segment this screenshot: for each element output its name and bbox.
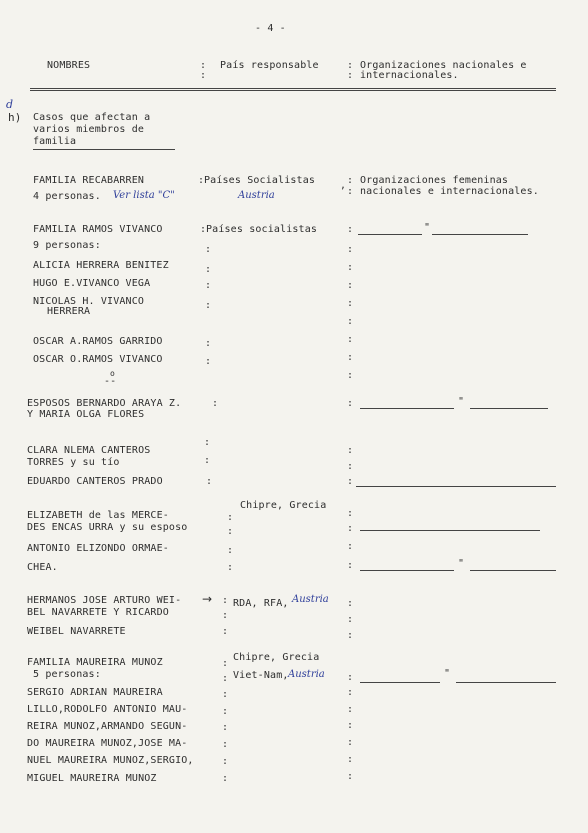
column-separator: : bbox=[347, 737, 354, 748]
blank-line bbox=[356, 486, 556, 487]
section-title-line3: familia bbox=[33, 136, 77, 147]
header-rule bbox=[30, 88, 556, 89]
column-separator: : bbox=[222, 706, 229, 717]
column-separator: : bbox=[200, 70, 207, 81]
ditto-mark: " bbox=[458, 558, 465, 569]
column-separator: : bbox=[222, 756, 229, 767]
mark: -- bbox=[104, 376, 117, 387]
column-separator: : bbox=[227, 545, 234, 556]
ditto-mark: " bbox=[424, 222, 431, 233]
entry-count: 5 personas: bbox=[33, 669, 101, 680]
column-separator: : bbox=[204, 437, 211, 448]
family-member: HUGO E.VIVANCO VEGA bbox=[33, 278, 151, 289]
header-rule-double bbox=[30, 90, 556, 91]
column-separator: : bbox=[222, 689, 229, 700]
column-separator: : bbox=[222, 595, 229, 606]
column-separator: : bbox=[205, 356, 212, 367]
column-separator: : bbox=[347, 704, 354, 715]
family-member: HERRERA bbox=[47, 306, 91, 317]
column-separator: : bbox=[222, 658, 229, 669]
blank-line bbox=[470, 408, 548, 409]
family-member: DO MAUREIRA MUNOZ,JOSE MA- bbox=[27, 738, 188, 749]
section-letter: h) bbox=[8, 111, 22, 124]
column-separator: : bbox=[347, 352, 354, 363]
column-separator: : bbox=[347, 186, 354, 197]
family-member: LILLO,RODOLFO ANTONIO MAU- bbox=[27, 704, 188, 715]
entry-name: ANTONIO ELIZONDO ORMAE- bbox=[27, 543, 169, 554]
entry-count: 4 personas. bbox=[33, 191, 101, 202]
column-separator: : bbox=[222, 626, 229, 637]
column-separator: : bbox=[347, 630, 354, 641]
family-member: OSCAR O.RAMOS VIVANCO bbox=[33, 354, 163, 365]
entry-name: CLARA NLEMA CANTEROS bbox=[27, 445, 151, 456]
column-separator: : bbox=[347, 541, 354, 552]
column-separator: : bbox=[347, 523, 354, 534]
entry-country: Chipre, Grecia bbox=[233, 652, 320, 663]
column-separator: : bbox=[222, 739, 229, 750]
family-member: NUEL MAUREIRA MUNOZ,SERGIO, bbox=[27, 755, 194, 766]
entry-name: Y MARIA OLGA FLORES bbox=[27, 409, 145, 420]
entry-name: EDUARDO CANTEROS PRADO bbox=[27, 476, 163, 487]
column-separator: : bbox=[347, 175, 354, 186]
blank-line bbox=[360, 570, 454, 571]
blank-line bbox=[358, 234, 422, 235]
entry-name: WEIBEL NAVARRETE bbox=[27, 626, 126, 637]
handwritten-note: Austria bbox=[292, 594, 329, 605]
entry-org-line2: nacionales e internacionales. bbox=[360, 186, 539, 197]
column-separator: : bbox=[347, 614, 354, 625]
family-member: ALICIA HERRERA BENITEZ bbox=[33, 260, 169, 271]
column-separator: : bbox=[222, 673, 229, 684]
blank-line bbox=[360, 682, 440, 683]
header-orgs-line1: Organizaciones nacionales e bbox=[360, 60, 527, 71]
column-separator: : bbox=[227, 562, 234, 573]
entry-country: Países Socialistas bbox=[204, 175, 316, 186]
entry-name: ESPOSOS BERNARDO ARAYA Z. bbox=[27, 398, 182, 409]
section-letter-correction: d bbox=[6, 98, 14, 111]
column-separator: : bbox=[347, 298, 354, 309]
column-separator: : bbox=[347, 334, 354, 345]
blank-line bbox=[470, 570, 556, 571]
entry-name: DES ENCAS URRA y su esposo bbox=[27, 522, 188, 533]
family-member: MIGUEL MAUREIRA MUNOZ bbox=[27, 773, 157, 784]
column-separator: : bbox=[347, 224, 354, 235]
arrow-icon: → bbox=[202, 592, 213, 606]
entry-country: Chipre, Grecia bbox=[240, 500, 327, 511]
column-separator: : bbox=[347, 598, 354, 609]
column-separator: : bbox=[347, 461, 354, 472]
entry-country: Países socialistas bbox=[206, 224, 318, 235]
entry-name: BEL NAVARRETE Y RICARDO bbox=[27, 607, 169, 618]
family-member: SERGIO ADRIAN MAUREIRA bbox=[27, 687, 163, 698]
column-separator: : bbox=[200, 60, 207, 71]
column-separator: : bbox=[347, 370, 354, 381]
column-separator: : bbox=[205, 300, 212, 311]
column-separator: : bbox=[347, 476, 354, 487]
blank-line bbox=[360, 530, 540, 531]
blank-line bbox=[360, 408, 454, 409]
entry-name: FAMILIA MAUREIRA MUNOZ bbox=[27, 657, 163, 668]
section-underline bbox=[33, 149, 175, 150]
column-separator: : bbox=[347, 70, 354, 81]
family-member: REIRA MUNOZ,ARMANDO SEGUN- bbox=[27, 721, 188, 732]
column-separator: : bbox=[227, 512, 234, 523]
column-separator: : bbox=[222, 773, 229, 784]
entry-name: CHEA. bbox=[27, 562, 58, 573]
column-separator: : bbox=[227, 526, 234, 537]
column-separator: : bbox=[347, 672, 354, 683]
entry-count: 9 personas: bbox=[33, 240, 101, 251]
column-separator: : bbox=[347, 398, 354, 409]
column-separator: : bbox=[206, 476, 213, 487]
header-country: País responsable bbox=[220, 60, 319, 71]
entry-name: FAMILIA RAMOS VIVANCO bbox=[33, 224, 163, 235]
entry-name: ELIZABETH de las MERCE- bbox=[27, 510, 169, 521]
handwritten-note: Austria bbox=[238, 190, 275, 201]
column-separator: : bbox=[205, 264, 212, 275]
ditto-mark: " bbox=[444, 668, 451, 679]
column-separator: : bbox=[347, 754, 354, 765]
column-separator: : bbox=[205, 338, 212, 349]
column-separator: : bbox=[347, 720, 354, 731]
column-separator: : bbox=[347, 280, 354, 291]
column-separator: : bbox=[347, 445, 354, 456]
entry-org-line1: Organizaciones femeninas bbox=[360, 175, 509, 186]
header-orgs-line2: internacionales. bbox=[360, 70, 459, 81]
blank-line bbox=[456, 682, 556, 683]
column-separator: : bbox=[205, 244, 212, 255]
page-number: - 4 - bbox=[255, 23, 286, 34]
entry-name: TORRES y su tío bbox=[27, 457, 120, 468]
entry-name: FAMILIA RECABARREN bbox=[33, 175, 145, 186]
family-member: NICOLAS H. VIVANCO bbox=[33, 296, 145, 307]
entry-country: Viet-Nam, bbox=[233, 670, 289, 681]
column-separator: : bbox=[347, 60, 354, 71]
column-separator: , bbox=[340, 180, 347, 191]
column-separator: : bbox=[347, 244, 354, 255]
column-separator: : bbox=[347, 316, 354, 327]
column-separator: : bbox=[222, 610, 229, 621]
section-title-line1: Casos que afectan a bbox=[33, 112, 151, 123]
column-separator: : bbox=[347, 508, 354, 519]
column-separator: : bbox=[200, 224, 207, 235]
handwritten-note: Austria bbox=[288, 669, 325, 680]
column-separator: : bbox=[347, 687, 354, 698]
mark: o bbox=[110, 369, 115, 378]
column-separator: : bbox=[212, 398, 219, 409]
column-separator: : bbox=[205, 280, 212, 291]
column-separator: : bbox=[347, 262, 354, 273]
section-title-line2: varios miembros de bbox=[33, 124, 145, 135]
family-member: OSCAR A.RAMOS GARRIDO bbox=[33, 336, 163, 347]
handwritten-note: Ver lista "C" bbox=[113, 190, 175, 201]
column-separator: : bbox=[347, 771, 354, 782]
header-names: NOMBRES bbox=[47, 60, 91, 71]
column-separator: : bbox=[198, 175, 205, 186]
blank-line bbox=[432, 234, 528, 235]
column-separator: : bbox=[204, 455, 211, 466]
entry-country: RDA, RFA, bbox=[233, 598, 289, 609]
column-separator: : bbox=[347, 560, 354, 571]
ditto-mark: " bbox=[458, 396, 465, 407]
column-separator: : bbox=[222, 722, 229, 733]
entry-name: HERMANOS JOSE ARTURO WEI- bbox=[27, 595, 182, 606]
